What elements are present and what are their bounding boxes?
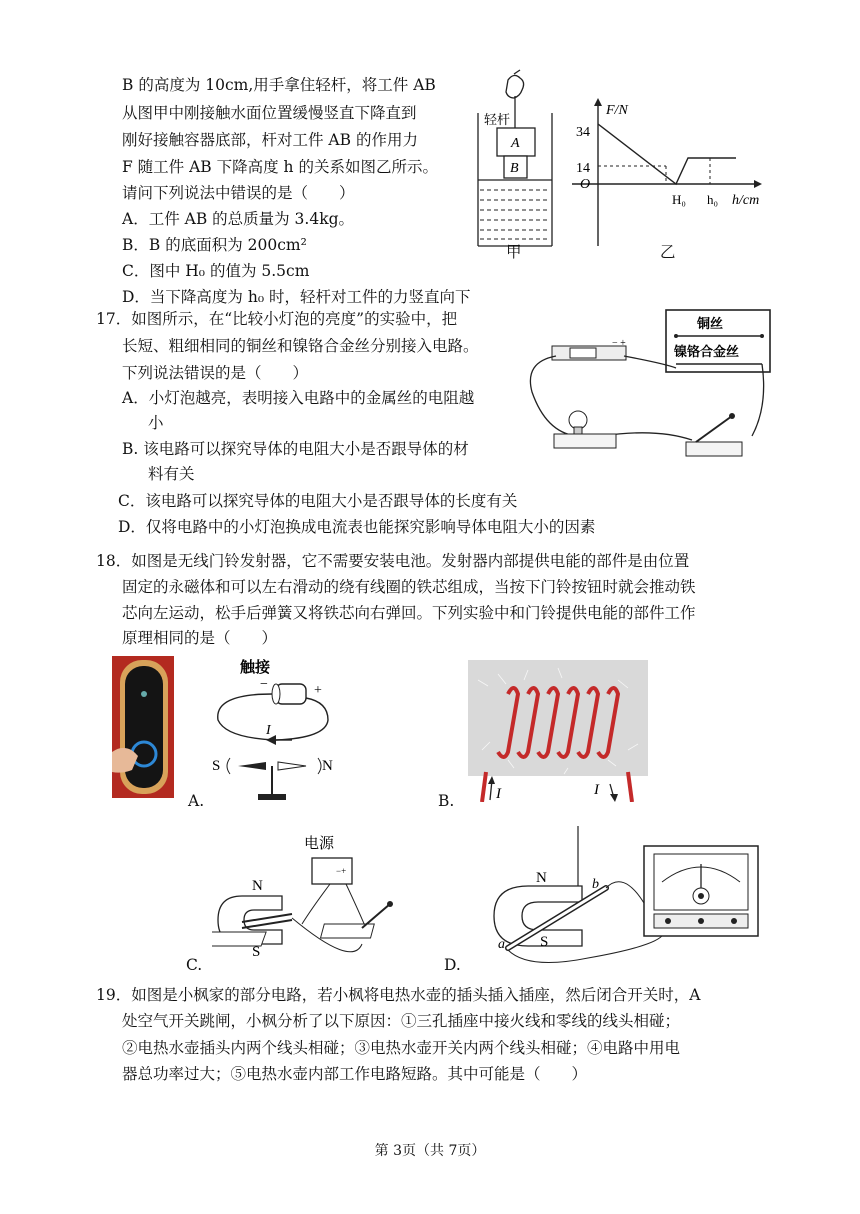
q19-line-3: ②电热水壶插头内两个线头相碰；③电热水壶开关内两个线头相碰；④电路中用电	[122, 1039, 681, 1057]
doorbell-photo	[112, 656, 174, 798]
q16-option-c: C．图中 H₀ 的值为 5.5cm	[122, 262, 310, 280]
fig-a-s: S	[212, 758, 221, 774]
block-b-label: B	[510, 161, 519, 176]
figure-yi-chart	[572, 96, 768, 246]
q17-line-1: 17．如图所示，在“比较小灯泡的亮度”的实验中，把	[96, 310, 458, 328]
fig-d-s: S	[540, 934, 549, 950]
block-a-label: A	[511, 136, 520, 151]
q16-line-2: 从图甲中刚接触水面位置缓慢竖直下降直到	[122, 104, 417, 122]
q16-option-d: D．当下降高度为 h₀ 时，轻杆对工件的力竖直向下	[122, 288, 471, 306]
q17-option-b: B. 该电路可以探究导体的电阻大小是否跟导体的材	[122, 440, 469, 458]
q19-line-2: 处空气开关跳闸，小枫分析了以下原因：①三孔插座中接火线和零线的线头相碰；	[122, 1012, 681, 1030]
y-axis-label: F/N	[606, 103, 628, 118]
x-axis-label: h/cm	[732, 193, 760, 208]
compass-needle	[238, 762, 266, 770]
fig-d-label: D.	[444, 956, 461, 974]
fig-c-power-label: 电源	[304, 836, 335, 852]
q17-option-d: D．仅将电路中的小灯泡换成电流表也能探究影响导体电阻大小的因素	[118, 518, 596, 536]
svg-text:− +: − +	[612, 338, 626, 349]
figure-jia	[470, 68, 570, 268]
fig-d-a: a	[498, 937, 505, 952]
battery-icon	[552, 338, 626, 360]
data-line	[598, 124, 736, 184]
fig-a-label: A.	[188, 792, 205, 810]
q19-line-1: 19．如图是小枫家的部分电路，若小枫将电热水壶的插头插入插座，然后闭合开关时，A	[96, 986, 701, 1004]
fig-a-plus: +	[314, 683, 322, 698]
magnet-icon	[494, 886, 582, 946]
hand-icon	[506, 75, 524, 98]
fig-c-label: C.	[186, 956, 203, 974]
svg-text:−+: −+	[336, 866, 347, 876]
fig-c-s: S	[252, 944, 261, 960]
fig-b-label: B.	[438, 792, 455, 810]
figure-18d	[468, 826, 764, 970]
fig-c-n: N	[252, 878, 263, 894]
figure-18c	[212, 828, 422, 970]
q18-line-2: 固定的永磁体和可以左右滑动的绕有线圈的铁芯组成，当按下门铃按钮时就会推动铁	[122, 578, 696, 596]
fig-d-n: N	[536, 870, 547, 886]
fig-b-current-right: I	[594, 782, 599, 798]
q16-line-4: F 随工件 AB 下降高度 h 的关系如图乙所示。	[122, 158, 438, 176]
x-tick-h0: h₀	[707, 192, 719, 207]
y-tick-34: 34	[576, 125, 590, 140]
wire1-label: 铜丝	[697, 316, 724, 331]
q18-line-3: 芯向左运动，松手后弹簧又将铁芯向右弹回。下列实验中和门铃提供电能的部件工作	[122, 604, 696, 622]
q19-line-4: 器总功率过大；⑤电热水壶内部工作电路短路。其中可能是（ ）	[122, 1065, 588, 1083]
figure-18a	[206, 654, 346, 804]
wire2-label: 镍铬合金丝	[674, 344, 740, 359]
fig-d-b: b	[592, 877, 599, 892]
fig-a-current: I	[266, 723, 271, 738]
galvanometer-icon	[644, 846, 758, 936]
page-footer: 第 3页（共 7页）	[374, 1143, 486, 1159]
q17-line-3: 下列说法错误的是（ ）	[122, 364, 309, 382]
figure-jia-caption: 甲	[506, 243, 522, 261]
x-tick-H0: H₀	[672, 192, 686, 207]
figure-18b	[468, 660, 650, 802]
y-tick-14: 14	[576, 161, 590, 176]
battery-cylinder-icon	[272, 684, 306, 704]
fig-a-minus: −	[260, 677, 268, 692]
q16-line-3: 刚好接触容器底部，杆对工件 AB 的作用力	[122, 131, 418, 149]
rod-label: 轻杆	[484, 112, 511, 127]
figure-17-circuit	[516, 306, 774, 472]
origin-label: O	[580, 177, 591, 192]
bulb-icon	[554, 411, 616, 448]
q17-option-a-cont: 小	[148, 414, 164, 432]
switch-icon	[686, 413, 742, 456]
figure-yi-caption: 乙	[660, 243, 676, 261]
q16-line-1: B 的高度为 10cm,用手拿住轻杆，将工件 AB	[122, 76, 436, 94]
q16-option-a: A．工件 AB 的总质量为 3.4kg。	[122, 210, 355, 228]
q17-option-b-cont: 料有关	[148, 465, 195, 483]
fig-a-n: N	[322, 758, 333, 774]
q18-line-1: 18．如图是无线门铃发射器，它不需要安装电池。发射器内部提供电能的部件是由位置	[96, 552, 690, 570]
q16-option-b: B．B 的底面积为 200cm²	[122, 236, 307, 254]
q17-option-c: C．该电路可以探究导体的电阻大小是否跟导体的长度有关	[118, 492, 518, 510]
fig-a-touch-label: 触接	[240, 660, 271, 676]
q17-option-a: A．小灯泡越亮，表明接入电路中的金属丝的电阻越	[122, 389, 475, 407]
q17-line-2: 长短、粗细相同的铜丝和镍铬合金丝分别接入电路。	[122, 337, 479, 355]
q18-line-4: 原理相同的是（ ）	[122, 629, 278, 647]
q16-line-5: 请问下列说法中错误的是（ ）	[122, 184, 355, 202]
fig-b-current-left: I	[496, 786, 501, 802]
